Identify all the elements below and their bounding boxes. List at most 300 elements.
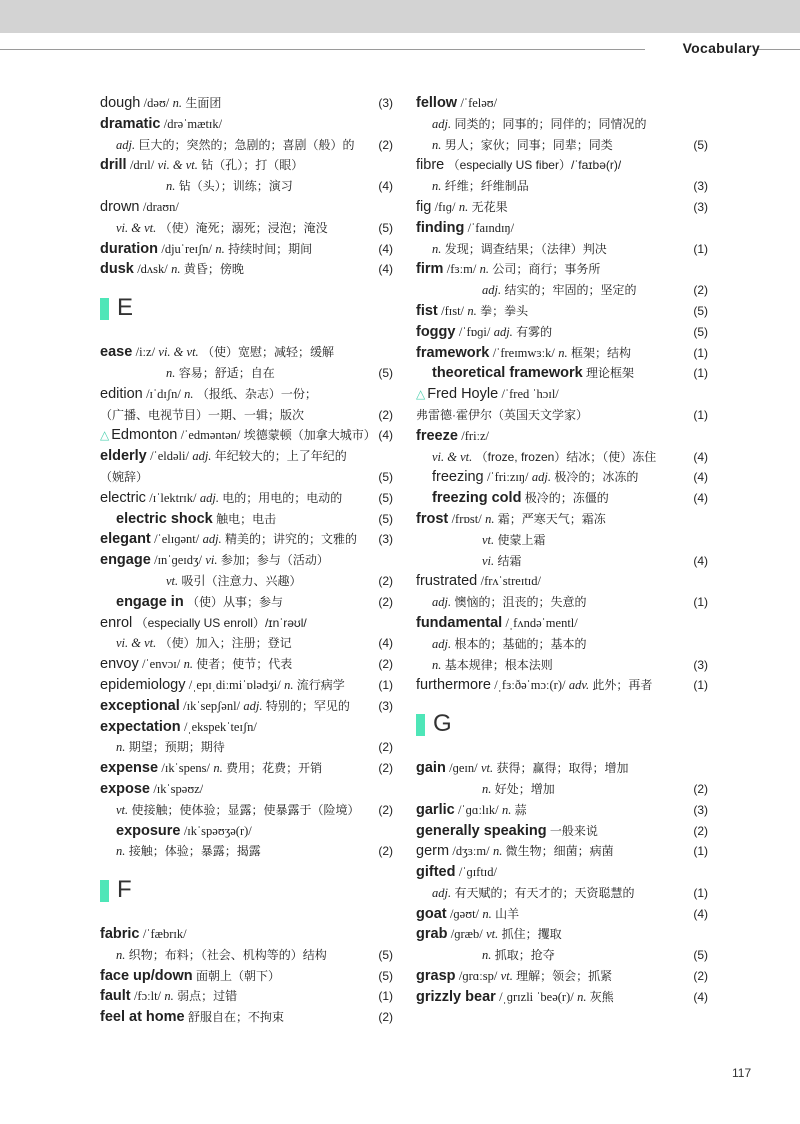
part-of-speech: vi. <box>482 553 495 568</box>
unit-number: (3) <box>693 657 708 672</box>
definition: 有雾的 <box>516 324 553 339</box>
part-of-speech: n. <box>166 365 176 380</box>
vocab-entry <box>416 675 708 696</box>
headword: fig <box>416 198 432 215</box>
part-of-speech: n. <box>482 906 492 921</box>
part-of-speech: n. <box>432 137 442 152</box>
unit-number: (4) <box>693 553 708 568</box>
definition: （报纸、杂志）一份； <box>196 386 317 401</box>
headword: fundamental <box>416 614 503 631</box>
definition: （婉辞） <box>100 469 149 484</box>
section-letter: F <box>117 876 132 904</box>
entry-text <box>416 883 634 904</box>
definition: 极冷的；冻僵的 <box>524 491 609 506</box>
phonetic: /ˈfeləʊ/ <box>460 96 498 110</box>
entry-text <box>416 613 578 634</box>
entry-text <box>100 758 322 779</box>
unit-number: (1) <box>378 677 393 692</box>
entry-text <box>100 155 303 176</box>
entry-text <box>416 862 497 883</box>
phonetic: /drəˈmætɪk/ <box>163 116 223 131</box>
unit-number: (1) <box>693 407 708 422</box>
part-of-speech: n. <box>485 511 495 526</box>
entry-text <box>100 675 345 696</box>
definition: 面朝上（朝下） <box>196 968 281 983</box>
vocab-entry <box>416 966 708 987</box>
unit-number: (2) <box>693 283 708 298</box>
part-of-speech: adj. <box>199 490 219 505</box>
headword: duration <box>100 240 158 257</box>
definition: 结实的；牢固的；坚定的 <box>504 283 637 298</box>
vocab-entry <box>416 883 708 904</box>
part-of-speech: n. <box>432 241 442 256</box>
headword: edition <box>100 385 143 402</box>
entry-text <box>416 343 631 364</box>
vocab-entry <box>100 550 393 571</box>
part-of-speech: vt. <box>166 573 179 588</box>
part-of-speech: n. <box>164 989 174 1004</box>
headword: grizzly bear <box>416 988 496 1005</box>
vocab-entry <box>100 135 393 156</box>
unit-number: (2) <box>693 969 708 984</box>
entry-text <box>416 530 546 551</box>
entry-text <box>416 239 607 260</box>
headword: frustrated <box>416 573 478 590</box>
unit-number: (5) <box>378 947 393 962</box>
unit-number: (2) <box>378 740 393 755</box>
unit-number: (2) <box>378 1010 393 1025</box>
entry-text <box>416 945 555 966</box>
headword: gain <box>416 760 446 777</box>
phonetic: /ˈfaɪndɪŋ/ <box>467 220 515 235</box>
vocab-entry <box>100 696 393 717</box>
phonetic: /ˌekspekˈteɪʃn/ <box>183 719 257 734</box>
entry-text <box>100 218 328 239</box>
part-of-speech: n. <box>116 844 126 859</box>
phonetic: /ɪkˈsepʃənl/ <box>183 698 241 713</box>
entry-text <box>416 592 586 613</box>
top-banner <box>0 0 800 33</box>
definition: 流行病学 <box>296 677 345 692</box>
part-of-speech: n. <box>458 199 469 214</box>
phonetic: /ˈelɪɡənt/ <box>154 532 200 547</box>
headword: frost <box>416 510 449 527</box>
entry-text <box>416 800 527 821</box>
vocab-entry <box>416 343 708 364</box>
vocab-entry <box>100 467 393 488</box>
vocab-entry <box>100 758 393 779</box>
headword: freezing <box>432 469 484 486</box>
unit-number: (5) <box>378 365 393 380</box>
entry-text <box>100 696 350 717</box>
part-of-speech: n. <box>183 657 193 672</box>
phonetic: /ˈedməntən/ <box>180 428 241 443</box>
entry-text <box>416 197 508 218</box>
part-of-speech: n. <box>166 179 176 194</box>
phonetic: /ˈfriːzɪŋ/ <box>486 470 529 485</box>
definition: 抓住；攫取 <box>501 927 562 942</box>
vocab-entry <box>100 966 393 987</box>
vocab-entry <box>416 841 708 862</box>
section-letter: E <box>117 294 134 322</box>
vocab-entry <box>100 197 393 218</box>
vocab-entry <box>416 655 708 676</box>
headword: foggy <box>416 323 456 340</box>
entry-text <box>100 800 360 821</box>
vocab-entry <box>100 924 393 945</box>
vocab-entry <box>416 280 708 301</box>
vocab-entry <box>416 259 708 280</box>
unit-number: (4) <box>378 428 393 443</box>
unit-number: (4) <box>693 906 708 921</box>
unit-number: (2) <box>378 137 393 152</box>
unit-number: (2) <box>378 594 393 609</box>
part-of-speech: vt. <box>116 802 129 817</box>
right-column <box>416 93 708 1008</box>
vocab-entry <box>416 467 708 488</box>
part-of-speech: n. <box>284 677 294 692</box>
entry-text <box>416 966 612 987</box>
definition: 理解；领会；抓紧 <box>516 969 613 984</box>
vocab-entry <box>100 800 393 821</box>
unit-number: (4) <box>693 989 708 1004</box>
phonetic: /iːz/ <box>135 345 156 360</box>
vocab-entry <box>416 218 708 239</box>
definition: 蒜 <box>514 802 527 817</box>
part-of-speech: adj. <box>192 449 212 464</box>
part-of-speech: vt. <box>500 969 513 984</box>
vocab-entry <box>416 530 708 551</box>
definition: 公司；商行；事务所 <box>492 262 601 277</box>
part-of-speech: n. <box>492 844 503 859</box>
unit-number: (4) <box>378 241 393 256</box>
vocab-entry <box>416 571 708 592</box>
vocab-entry <box>416 426 708 447</box>
vocab-entry <box>100 1007 393 1028</box>
vocab-entry <box>100 363 393 384</box>
phonetic: /ˈfreɪmwɜːk/ <box>492 345 555 360</box>
section-letter: G <box>433 710 452 738</box>
section-marker <box>416 714 425 736</box>
entry-text <box>100 135 354 156</box>
entry-text <box>416 176 529 197</box>
headword: dusk <box>100 261 134 278</box>
unit-number: (5) <box>693 303 708 318</box>
definition: 根本的；基础的；基本的 <box>454 636 587 651</box>
phonetic: /ɪˈlektrɪk/ <box>149 490 197 505</box>
headword: fabric <box>100 926 140 943</box>
unit-number: (1) <box>693 366 708 381</box>
entry-text <box>416 509 606 530</box>
vocab-entry <box>416 800 708 821</box>
vocab-entry <box>416 155 708 176</box>
headword: grasp <box>416 968 456 985</box>
vocab-entry <box>100 633 393 654</box>
part-of-speech: adj. <box>531 470 551 485</box>
vocab-entry <box>416 821 708 842</box>
headword: elderly <box>100 448 147 465</box>
unit-number: (3) <box>693 802 708 817</box>
vocab-entry <box>416 862 708 883</box>
phonetic: /ɪkˈspəʊʒə(r)/ <box>183 823 252 838</box>
entry-text <box>416 488 609 509</box>
header-rule-right <box>756 49 800 50</box>
part-of-speech: n. <box>479 262 490 277</box>
entry-text <box>416 779 555 800</box>
part-of-speech: n. <box>116 947 126 962</box>
entry-text <box>100 509 276 530</box>
entry-text <box>100 654 292 675</box>
part-of-speech: adj. <box>202 532 222 547</box>
headword: fault <box>100 988 131 1005</box>
entry-text <box>100 529 357 550</box>
headword: framework <box>416 344 490 361</box>
vocab-entry <box>100 342 393 363</box>
headword: fibre <box>416 157 445 174</box>
part-of-speech: n. <box>501 802 512 817</box>
vocab-entry <box>416 592 708 613</box>
entry-text <box>416 841 614 862</box>
section-heading <box>100 862 393 924</box>
definition: 使接触；使体验；显露；使暴露于（险境） <box>131 802 360 817</box>
definition: 拳；拳头 <box>480 303 529 318</box>
page-number: 117 <box>732 1066 752 1080</box>
vocab-entry <box>100 654 393 675</box>
unit-number: (4) <box>693 449 708 464</box>
entry-text <box>416 447 656 468</box>
headword: envoy <box>100 656 139 673</box>
part-of-speech: n. <box>171 262 181 277</box>
unit-number: (1) <box>693 345 708 360</box>
vocab-entry <box>100 446 393 467</box>
part-of-speech: adj. <box>243 698 263 713</box>
entry-text <box>416 987 614 1008</box>
entry-text <box>100 446 347 467</box>
definition: 男人；家伙；同事；同辈；同类 <box>444 137 613 152</box>
headword: freezing cold <box>432 490 522 507</box>
vocab-entry <box>100 571 393 592</box>
entry-text <box>100 467 148 488</box>
headword: dough <box>100 95 141 111</box>
definition: 容易；舒适；自在 <box>178 365 275 380</box>
headword: expose <box>100 780 150 797</box>
unit-number: (1) <box>693 678 708 693</box>
phonetic: /ɡeɪn/ <box>449 761 478 776</box>
entry-text <box>100 259 244 280</box>
definition: 特别的；罕见的 <box>265 698 350 713</box>
header-rule-left <box>0 49 645 50</box>
phonetic: /ˌfɜːðəˈmɔː(r)/ <box>494 678 566 693</box>
definition: 此外；再者 <box>592 678 653 693</box>
vocab-entry <box>416 93 708 114</box>
definition: 灰熊 <box>589 989 614 1004</box>
vocab-entry <box>416 322 708 343</box>
part-of-speech: vt. <box>486 927 499 942</box>
entry-text <box>416 259 600 280</box>
phonetic: /draʊn/ <box>142 199 179 214</box>
phonetic: /fɪɡ/ <box>434 199 456 214</box>
unit-number: (2) <box>378 844 393 859</box>
entry-text <box>100 488 342 509</box>
part-of-speech: vi. & vt. <box>116 220 157 235</box>
phonetic: /ˈɡɪftɪd/ <box>458 865 498 880</box>
entry-text <box>100 945 327 966</box>
entry-text <box>416 301 528 322</box>
vocab-entry <box>416 176 708 197</box>
phonetic: /ɪˈdɪʃn/ <box>146 386 181 401</box>
page-header-title: Vocabulary <box>682 40 760 56</box>
entry-text <box>416 634 586 655</box>
definition: 抓取；抢夺 <box>494 948 555 963</box>
definition: 使者；使节；代表 <box>196 657 293 672</box>
definition: 同类的；同事的；同伴的；同情况的 <box>454 116 647 131</box>
entry-text <box>416 571 541 592</box>
vocab-entry <box>416 509 708 530</box>
entry-text <box>100 571 302 592</box>
entry-text <box>100 841 261 862</box>
vocab-entry <box>100 592 393 613</box>
unit-number: (3) <box>693 179 708 194</box>
definition: （使）从事；参与 <box>187 594 284 609</box>
phonetic: /ɪkˈspens/ <box>161 761 210 776</box>
part-of-speech: adj. <box>432 636 452 651</box>
entry-text <box>100 1007 284 1028</box>
phonetic: /dəʊ/ <box>143 96 170 110</box>
definition: 期望；预期；期待 <box>128 740 225 755</box>
unit-number: (2) <box>378 573 393 588</box>
entry-text <box>100 550 329 571</box>
headword: germ <box>416 843 450 860</box>
unit-number: (5) <box>378 968 393 983</box>
unit-number: (5) <box>378 511 393 526</box>
vocab-entry <box>100 259 393 280</box>
entry-text <box>416 758 628 779</box>
definition: 理论框架 <box>586 366 635 381</box>
part-of-speech: n. <box>482 948 492 963</box>
entry-text <box>416 467 638 488</box>
entry-text <box>100 717 257 738</box>
entry-text <box>416 675 652 696</box>
part-of-speech: adj. <box>482 283 502 298</box>
phonetic: /ɪnˈɡeɪdʒ/ <box>154 553 203 568</box>
headword: Fred Hoyle <box>427 386 499 403</box>
unit-number: (4) <box>693 470 708 485</box>
vocab-entry <box>100 218 393 239</box>
definition: 埃德蒙顿（加拿大城市） <box>243 428 376 443</box>
entry-text <box>416 114 646 135</box>
definition: 有天赋的；有天才的；天资聪慧的 <box>454 885 635 900</box>
headword: exposure <box>116 822 181 839</box>
headword: ease <box>100 344 133 361</box>
headword: dramatic <box>100 115 161 132</box>
headword: feel at home <box>100 1009 185 1026</box>
entry-text <box>100 342 334 363</box>
headword: electric <box>100 489 146 506</box>
entry-text <box>416 280 636 301</box>
phonetic: /ˈfæbrɪk/ <box>142 927 187 942</box>
entry-text <box>100 197 179 218</box>
part-of-speech: vi. & vt. <box>116 636 157 651</box>
vocab-entry <box>100 529 393 550</box>
vocab-entry <box>100 717 393 738</box>
unit-number: (5) <box>378 220 393 235</box>
entry-text <box>100 986 237 1007</box>
entry-text <box>416 384 559 405</box>
entry-text <box>100 821 252 842</box>
vocab-entry <box>100 239 393 260</box>
entry-text <box>100 924 187 945</box>
vocab-entry <box>416 551 708 572</box>
part-of-speech: n. <box>577 989 587 1004</box>
phonetic: /ˈfɒɡi/ <box>458 324 491 339</box>
part-of-speech: n. <box>432 657 442 672</box>
definition: 接触；体验；暴露；揭露 <box>128 844 261 859</box>
vocab-entry <box>100 613 393 634</box>
part-of-speech: vt. <box>482 532 495 547</box>
phonetic: /ˈɡɑːlɪk/ <box>458 802 499 817</box>
definition: 电的；用电的；电动的 <box>222 490 343 505</box>
triangle-icon: △ <box>100 428 110 443</box>
phonetic: /frʌˈstreɪtɪd/ <box>480 574 541 589</box>
phonetic: /ɡræb/ <box>450 927 483 942</box>
entry-text <box>416 405 588 426</box>
definition: 使蒙上霜 <box>497 532 546 547</box>
section-heading <box>100 280 393 342</box>
definition: 无花果 <box>471 199 508 214</box>
unit-number: (5) <box>693 324 708 339</box>
headword: garlic <box>416 801 455 818</box>
vocab-entry <box>416 924 708 945</box>
vocab-entry <box>100 675 393 696</box>
vocab-entry <box>100 155 393 176</box>
unit-number: (5) <box>693 948 708 963</box>
entry-text <box>416 218 514 239</box>
definition: 钻（孔）；打（眼） <box>201 158 304 173</box>
definition: 框架；结构 <box>570 345 631 360</box>
part-of-speech: n. <box>172 96 182 110</box>
definition: 钻（头）；训练；演习 <box>178 179 293 194</box>
headword: firm <box>416 261 444 278</box>
definition: 极冷的；冰冻的 <box>554 470 639 485</box>
unit-number: (4) <box>378 636 393 651</box>
definition: 精美的；讲究的；文雅的 <box>225 532 358 547</box>
section-marker <box>100 880 109 902</box>
definition: 巨大的；突然的；急剧的；喜剧（般）的 <box>138 137 355 152</box>
unit-number: (3) <box>693 199 708 214</box>
entry-text <box>100 779 203 800</box>
headword: theoretical framework <box>432 365 583 382</box>
definition: 结霜 <box>497 553 522 568</box>
phonetic: /fɜːm/ <box>446 262 477 277</box>
vocab-entry <box>416 363 708 384</box>
entry-text <box>100 176 293 197</box>
definition: 生面团 <box>185 96 222 110</box>
entry-text <box>100 384 317 405</box>
phonetic: /drɪl/ <box>129 158 155 173</box>
entry-text <box>416 426 489 447</box>
part-of-speech: vt. <box>480 761 494 776</box>
phonetic: /dʒɜːm/ <box>452 844 490 859</box>
headword: furthermore <box>416 677 491 694</box>
entry-text <box>416 322 552 343</box>
vocab-entry <box>416 405 708 426</box>
vocab-entry <box>416 904 708 925</box>
definition: 山羊 <box>495 906 520 921</box>
vocab-entry <box>100 114 393 135</box>
vocab-entry <box>100 176 393 197</box>
headword: grab <box>416 926 448 943</box>
phonetic: /friːz/ <box>461 428 490 443</box>
